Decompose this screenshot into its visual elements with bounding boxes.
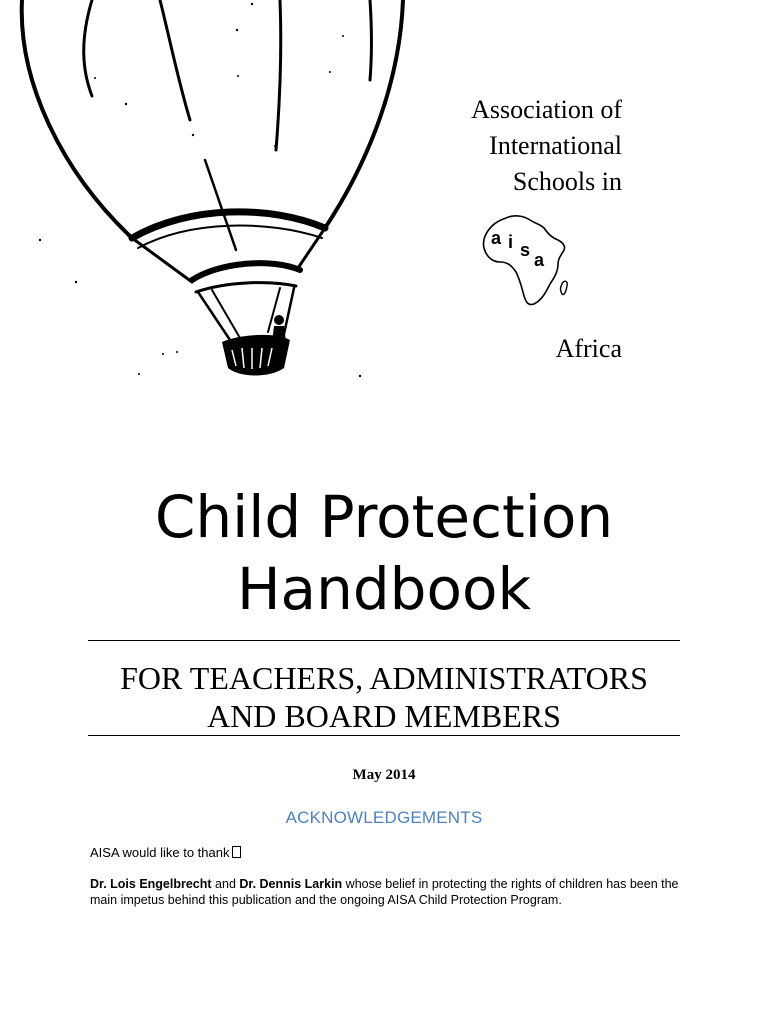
title-line-2: Handbook — [236, 555, 532, 623]
divider-bottom — [88, 735, 680, 736]
page-subtitle — [0, 659, 768, 735]
acknowledgements-intro — [90, 845, 241, 860]
org-line-3: Schools in — [512, 167, 622, 196]
hot-air-balloon-illustration — [0, 0, 420, 390]
publication-date: May 2014 — [352, 767, 416, 783]
paragraph-text: whose belief in protecting the rights of children has been the main impetus behind this publication and the ongoing AISA Child Protection Program. — [90, 877, 679, 907]
page-title — [0, 481, 768, 625]
org-line-africa: Africa — [555, 334, 622, 363]
conjunction: and — [211, 877, 240, 891]
title-line-1: Child Protection — [154, 483, 614, 551]
africa-map-logo — [478, 210, 574, 310]
name-lois-engelbrecht: Dr. Lois Engelbrecht — [90, 877, 212, 891]
svg-text:a: a — [491, 228, 502, 248]
org-line-1: Association of — [471, 95, 622, 124]
subtitle-line-1: FOR TEACHERS, ADMINISTRATORS — [120, 660, 648, 696]
acknowledgements-paragraph — [90, 876, 690, 908]
organization-name — [402, 92, 622, 200]
svg-text:a: a — [534, 250, 545, 270]
name-dennis-larkin: Dr. Dennis Larkin — [239, 877, 343, 891]
divider-top — [88, 640, 680, 641]
subtitle-line-2: AND BOARD MEMBERS — [207, 698, 561, 734]
org-line-2: International — [489, 131, 622, 160]
missing-glyph-icon — [232, 846, 241, 858]
intro-text: AISA would like to thank — [90, 845, 230, 860]
svg-text:i: i — [508, 232, 514, 252]
svg-text:s: s — [520, 240, 531, 260]
acknowledgements-heading: ACKNOWLEDGEMENTS — [285, 808, 483, 827]
